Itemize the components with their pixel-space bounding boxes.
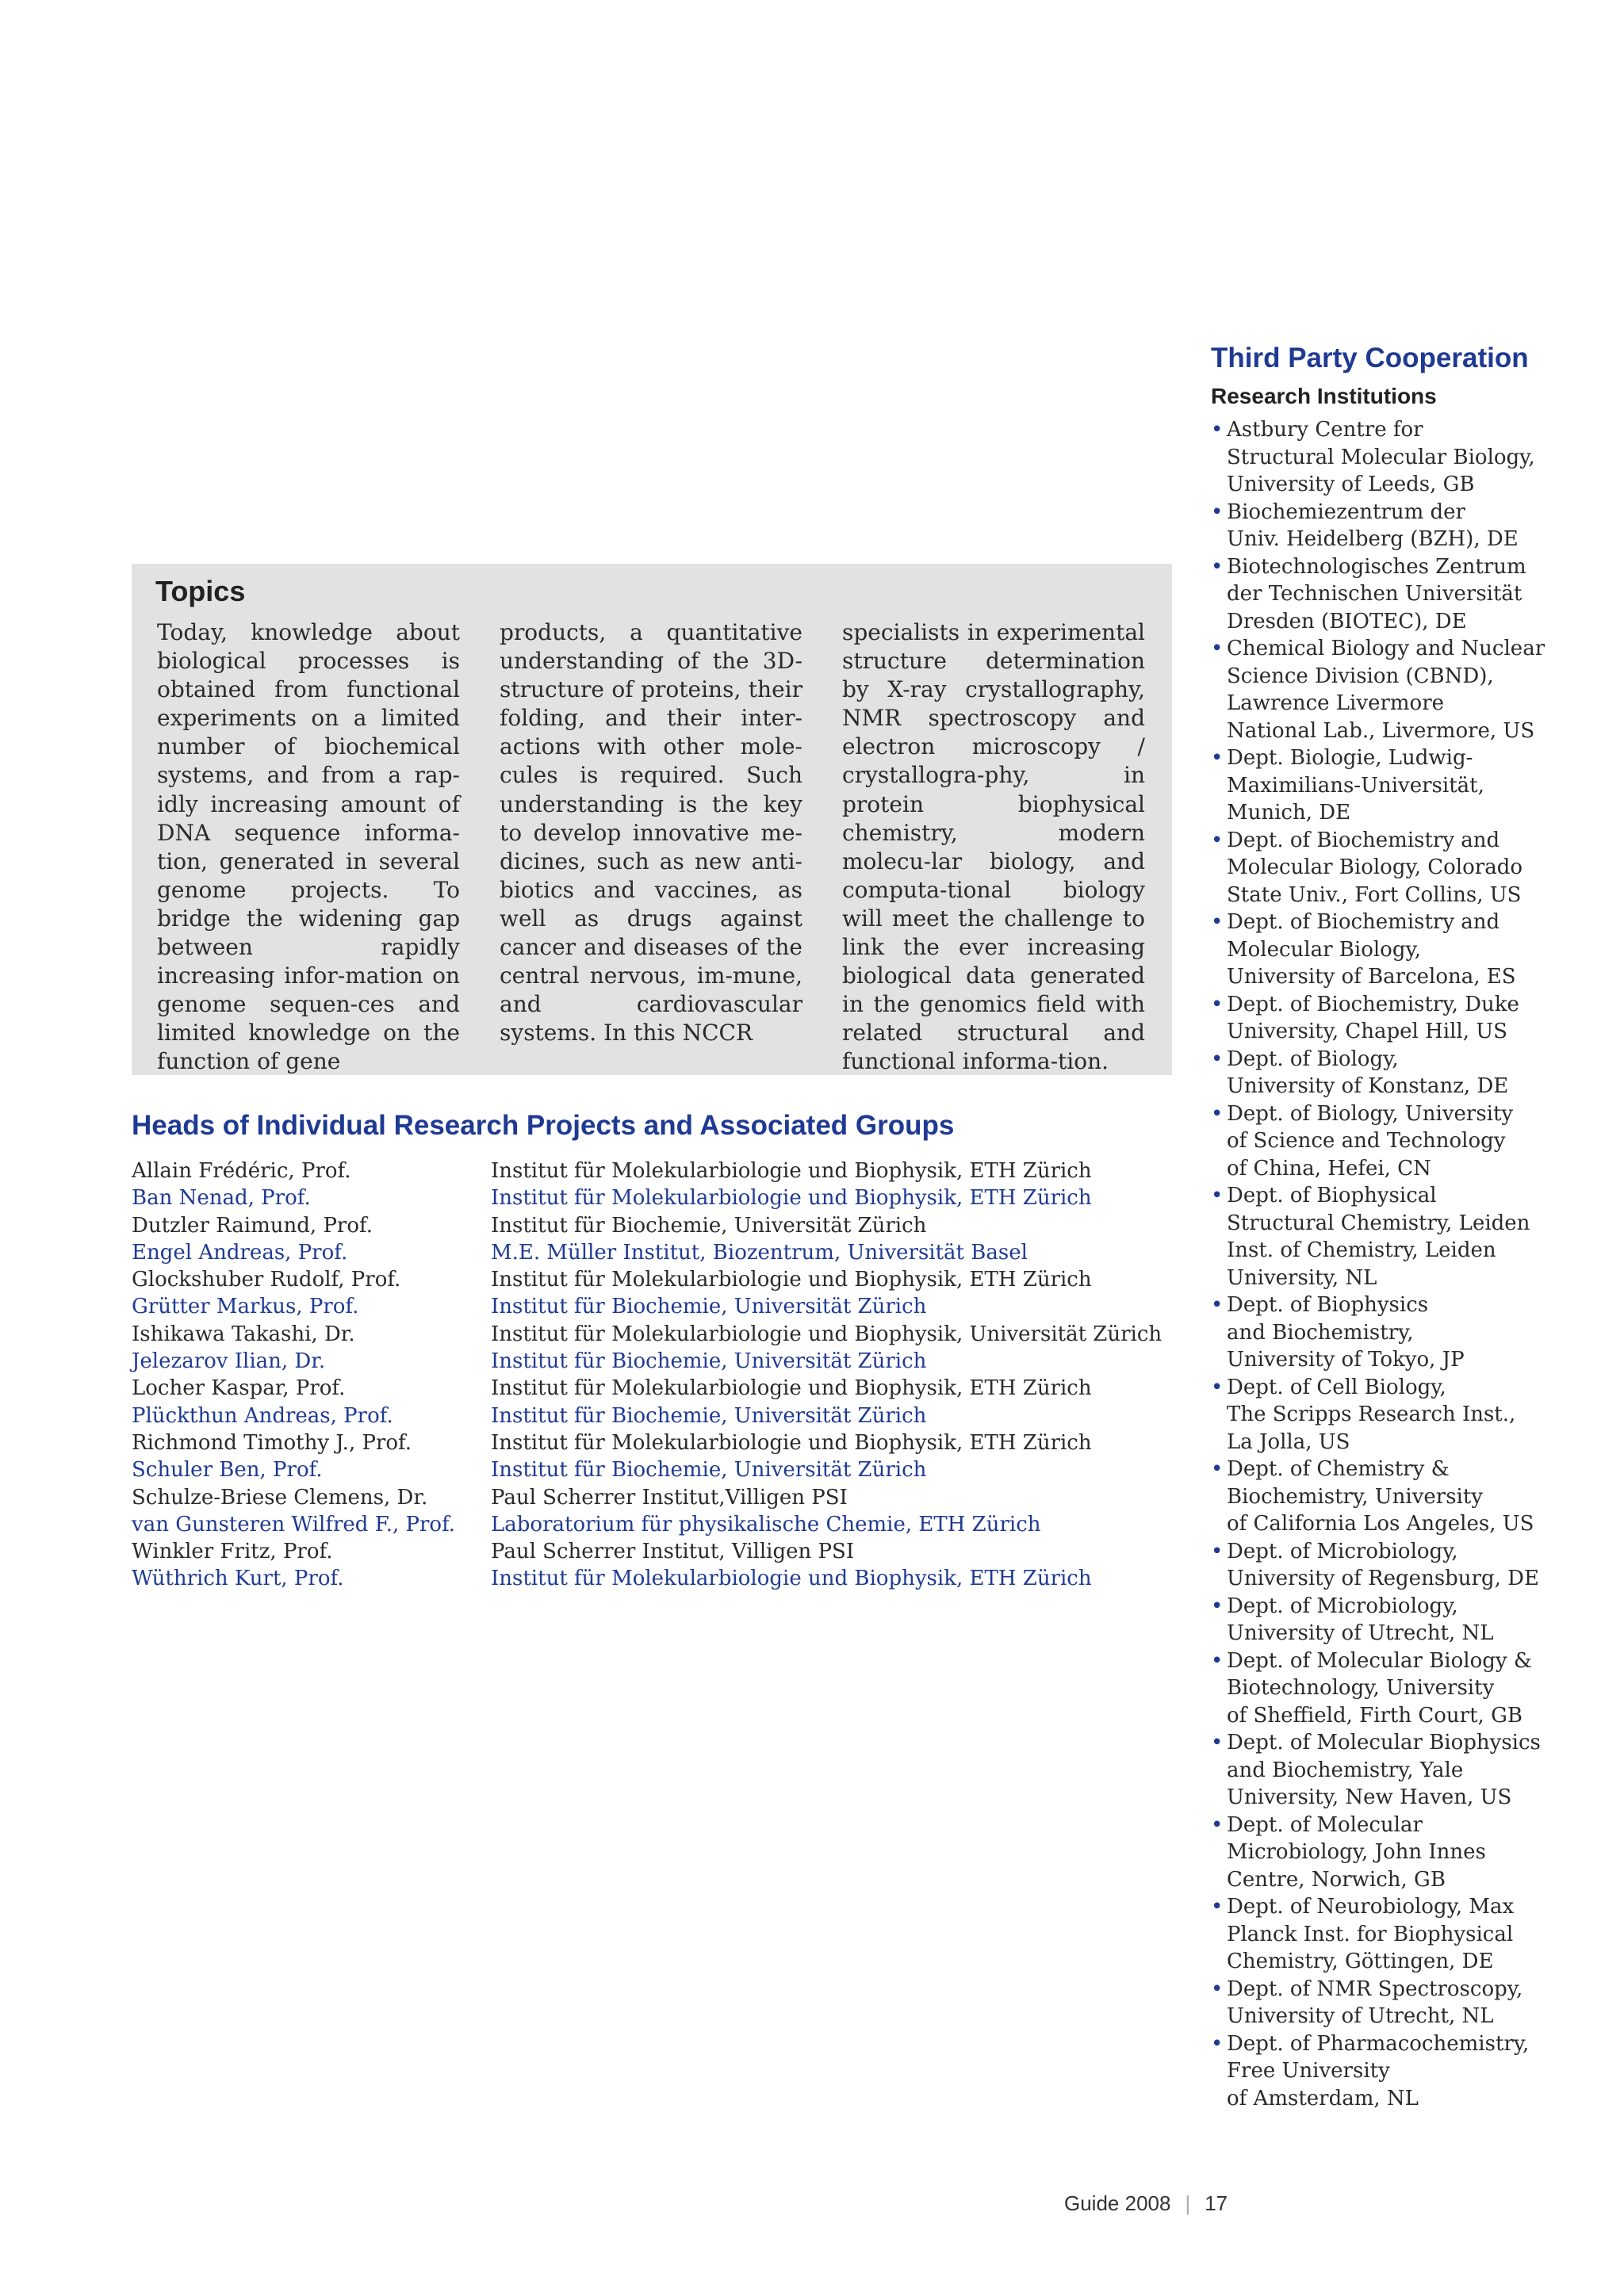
- institution-line: The Scripps Research Inst.,: [1227, 1402, 1516, 1426]
- bullet-icon: •: [1211, 1731, 1224, 1755]
- head-name: Schulze-Briese Clemens, Dr.: [132, 1485, 428, 1510]
- institution-line: of California Los Angeles, US: [1227, 1512, 1534, 1536]
- institution-item: [1211, 553, 1607, 636]
- page-footer: [1064, 2191, 1228, 2216]
- research-institutions-list: [1211, 416, 1607, 2112]
- head-row: [132, 1348, 1162, 1375]
- institution-line: of Sheffield, Firth Court, GB: [1227, 1703, 1522, 1728]
- institution-line: der Technischen Universität: [1227, 582, 1522, 606]
- topics-title: Topics: [155, 575, 246, 607]
- institution-line: Molecular Biology, Colorado: [1227, 855, 1522, 879]
- head-name: van Gunsteren Wilfred F., Prof.: [132, 1512, 456, 1536]
- footer-guide-label: Guide 2008: [1064, 2191, 1171, 2215]
- institution-item: [1211, 1182, 1607, 1292]
- institution-line: Centre, Norwich, GB: [1227, 1867, 1446, 1892]
- institution-line: Dept. of Cell Biology,: [1227, 1375, 1446, 1399]
- bullet-icon: •: [1211, 910, 1224, 934]
- third-party-title: Third Party Cooperation: [1211, 342, 1529, 373]
- head-name: Locher Kaspar, Prof.: [132, 1376, 346, 1401]
- head-name: Winkler Fritz, Prof.: [132, 1540, 333, 1564]
- head-institution: Paul Scherrer Institut, Villigen PSI: [491, 1540, 855, 1564]
- head-institution: Paul Scherrer Institut,Villigen PSI: [491, 1485, 848, 1510]
- heads-section-title: Heads of Individual Research Projects and Associated Groups: [132, 1110, 955, 1141]
- institution-item: [1211, 1374, 1607, 1456]
- institution-item: [1211, 1046, 1607, 1100]
- institution-line: Dept. of Molecular Biophysics: [1227, 1731, 1541, 1755]
- head-name: Jelezarov Ilian, Dr.: [132, 1349, 326, 1374]
- institution-line: Dept. of Biophysics: [1227, 1293, 1429, 1317]
- head-institution: Institut für Biochemie, Universität Zürich: [491, 1403, 927, 1428]
- institution-line: University of Leeds, GB: [1227, 473, 1475, 496]
- institution-line: University, NL: [1227, 1265, 1377, 1290]
- bullet-icon: •: [1211, 1812, 1224, 1837]
- head-institution: Institut für Molekularbiologie und Biophysik, ETH Zürich: [491, 1567, 1092, 1591]
- institution-item: [1211, 827, 1607, 909]
- bullet-icon: •: [1211, 1594, 1224, 1618]
- institution-line: of Amsterdam, NL: [1227, 2086, 1419, 2110]
- institution-item: [1211, 1292, 1607, 1374]
- institution-line: Chemical Biology and Nuclear: [1227, 637, 1545, 660]
- bullet-icon: •: [1211, 1184, 1224, 1207]
- head-name: Wüthrich Kurt, Prof.: [132, 1567, 344, 1591]
- institution-item: [1211, 1976, 1607, 2030]
- institution-line: Dept. of Pharmacochemistry,: [1227, 2031, 1530, 2056]
- bullet-icon: •: [1211, 1539, 1224, 1563]
- institution-line: and Biochemistry, Yale: [1227, 1758, 1464, 1782]
- topics-column-2: products, a quantitative understanding of the 3D-structure of proteins, their folding, and their inter-actions with other mole-cules is required. Such understanding is the key to develop innovative me-dicines, such as new anti-biotics and vaccines, as well as drugs against cancer and diseases of the central nervous, im-mune, and cardiovascular systems. In this NCCR: [500, 619, 802, 1047]
- institution-line: Maximilians-Universität,: [1227, 773, 1484, 798]
- institution-line: University of Utrecht, NL: [1227, 1621, 1494, 1645]
- head-institution: Institut für Biochemie, Universität Zürich: [491, 1295, 927, 1319]
- head-row: [132, 1565, 1162, 1592]
- bullet-icon: •: [1211, 992, 1224, 1016]
- institution-line: University of Barcelona, ES: [1227, 965, 1516, 989]
- institution-line: of China, Hefei, CN: [1227, 1156, 1431, 1181]
- head-institution: Institut für Molekularbiologie und Biophysik, ETH Zürich: [491, 1376, 1092, 1401]
- topics-column-1: Today, knowledge about biological processes is obtained from functional experiments on a limited number of biochemical systems, and from a rap-idly increasing amount of DNA sequence informa-tion, generated in several genome projects. To bridge the widening gap between rapidly increasing infor-mation on genome sequen-ces and limited knowledge on the function of gene: [157, 619, 460, 1075]
- institution-line: Dept. of Neurobiology, Max: [1227, 1895, 1515, 1919]
- head-name: Ishikawa Takashi, Dr.: [132, 1322, 355, 1346]
- institution-line: Dept. of Microbiology,: [1227, 1594, 1458, 1618]
- institution-line: Dept. of Molecular Biology &: [1227, 1648, 1532, 1673]
- institution-item: [1211, 1593, 1607, 1647]
- head-institution: Institut für Biochemie, Universität Zürich: [491, 1349, 927, 1374]
- head-row: [132, 1266, 1162, 1293]
- institution-line: of Science and Technology: [1227, 1129, 1506, 1153]
- institution-line: University of Utrecht, NL: [1227, 2004, 1494, 2028]
- institution-line: Structural Chemistry, Leiden: [1227, 1211, 1530, 1235]
- institution-item: [1211, 1100, 1607, 1183]
- institution-line: Dept. of Microbiology,: [1227, 1539, 1458, 1563]
- institution-item: [1211, 1729, 1607, 1812]
- institution-line: Univ. Heidelberg (BZH), DE: [1227, 527, 1519, 551]
- head-row: [132, 1293, 1162, 1320]
- institution-line: Astbury Centre for: [1227, 418, 1423, 442]
- institution-line: Dept. of Biochemistry and: [1227, 910, 1500, 934]
- head-institution: Laboratorium für physikalische Chemie, ETH Zürich: [491, 1512, 1041, 1536]
- institution-line: Structural Molecular Biology,: [1227, 445, 1535, 469]
- head-row: [132, 1402, 1162, 1429]
- bullet-icon: •: [1211, 418, 1224, 442]
- bullet-icon: •: [1211, 746, 1224, 770]
- institution-item: [1211, 744, 1607, 827]
- head-row: [132, 1239, 1162, 1266]
- institution-line: University of Konstanz, DE: [1227, 1074, 1509, 1098]
- bullet-icon: •: [1211, 1895, 1224, 1919]
- head-row: [132, 1212, 1162, 1239]
- institution-line: Chemistry, Göttingen, DE: [1227, 1950, 1494, 1973]
- head-institution: Institut für Biochemie, Universität Zürich: [491, 1458, 927, 1483]
- institution-line: Inst. of Chemistry, Leiden: [1227, 1238, 1496, 1262]
- institution-line: Dept. of Biochemistry and: [1227, 828, 1500, 852]
- head-name: Richmond Timothy J., Prof.: [132, 1430, 412, 1455]
- head-institution: Institut für Biochemie, Universität Zürich: [491, 1213, 927, 1238]
- institution-line: University of Tokyo, JP: [1227, 1348, 1465, 1372]
- heads-list: [132, 1158, 1162, 1593]
- bullet-icon: •: [1211, 554, 1224, 579]
- head-row: [132, 1375, 1162, 1402]
- bullet-icon: •: [1211, 1648, 1224, 1673]
- institution-item: [1211, 635, 1607, 744]
- institution-line: University, Chapel Hill, US: [1227, 1020, 1507, 1043]
- institution-line: Dept. of NMR Spectroscopy,: [1227, 1976, 1523, 2001]
- head-row: [132, 1158, 1162, 1184]
- institution-line: Munich, DE: [1227, 801, 1351, 825]
- head-row: [132, 1184, 1162, 1211]
- institution-line: Lawrence Livermore: [1227, 691, 1445, 715]
- head-institution: Institut für Molekularbiologie und Biophysik, ETH Zürich: [491, 1186, 1092, 1211]
- head-institution: Institut für Molekularbiologie und Biophysik, ETH Zürich: [491, 1430, 1092, 1455]
- bullet-icon: •: [1211, 637, 1224, 660]
- head-row: [132, 1456, 1162, 1483]
- institution-line: Dept. of Biology,: [1227, 1047, 1399, 1071]
- bullet-icon: •: [1211, 1976, 1224, 2001]
- head-name: Schuler Ben, Prof.: [132, 1458, 323, 1483]
- institution-item: [1211, 1647, 1607, 1730]
- head-name: Dutzler Raimund, Prof.: [132, 1213, 373, 1238]
- head-row: [132, 1321, 1162, 1348]
- head-institution: Institut für Molekularbiologie und Biophysik, ETH Zürich: [491, 1159, 1092, 1183]
- institution-line: Dresden (BIOTEC), DE: [1227, 609, 1467, 633]
- third-party-subtitle: Research Institutions: [1211, 384, 1437, 408]
- bullet-icon: •: [1211, 2031, 1224, 2056]
- head-institution: Institut für Molekularbiologie und Biophysik, ETH Zürich: [491, 1268, 1092, 1292]
- head-row: [132, 1429, 1162, 1456]
- institution-item: [1211, 1538, 1607, 1593]
- head-row: [132, 1484, 1162, 1511]
- head-name: Grütter Markus, Prof.: [132, 1295, 359, 1319]
- head-institution: Institut für Molekularbiologie und Biophysik, Universität Zürich: [491, 1322, 1162, 1346]
- institution-line: Dept. Biologie, Ludwig-: [1227, 746, 1473, 770]
- institution-line: Dept. of Chemistry &: [1227, 1457, 1450, 1481]
- institution-line: Biochemiezentrum der: [1227, 499, 1465, 524]
- institution-line: Molecular Biology,: [1227, 937, 1421, 962]
- bullet-icon: •: [1211, 1457, 1224, 1481]
- bullet-icon: •: [1211, 1047, 1224, 1071]
- bullet-icon: •: [1211, 1101, 1224, 1126]
- institution-line: Dept. of Biology, University: [1227, 1101, 1514, 1126]
- topics-box: [132, 564, 1172, 1075]
- footer-separator: |: [1185, 2191, 1191, 2215]
- page-number: 17: [1205, 2191, 1228, 2215]
- head-name: Allain Frédéric, Prof.: [132, 1159, 351, 1183]
- institution-line: National Lab., Livermore, US: [1227, 718, 1535, 743]
- institution-item: [1211, 2030, 1607, 2113]
- institution-item: [1211, 499, 1607, 553]
- institution-item: [1211, 1456, 1607, 1538]
- institution-line: Dept. of Biochemistry, Duke: [1227, 992, 1519, 1016]
- institution-item: [1211, 1893, 1607, 1976]
- institution-line: Biotechnology, University: [1227, 1676, 1495, 1700]
- institution-line: Science Division (CBND),: [1227, 664, 1494, 688]
- institution-line: Biochemistry, University: [1227, 1484, 1483, 1509]
- head-name: Engel Andreas, Prof.: [132, 1240, 348, 1265]
- institution-line: Planck Inst. for Biophysical: [1227, 1922, 1514, 1946]
- institution-item: [1211, 416, 1607, 499]
- institution-line: Biotechnologisches Zentrum: [1227, 554, 1526, 579]
- institution-item: [1211, 991, 1607, 1046]
- head-name: Glockshuber Rudolf, Prof.: [132, 1268, 401, 1292]
- institution-item: [1211, 1812, 1607, 1894]
- head-row: [132, 1511, 1162, 1538]
- institution-item: [1211, 909, 1607, 991]
- institution-line: Free University: [1227, 2059, 1390, 2083]
- institution-line: State Univ., Fort Collins, US: [1227, 882, 1522, 907]
- bullet-icon: •: [1211, 828, 1224, 852]
- institution-line: and Biochemistry,: [1227, 1320, 1414, 1345]
- head-name: Ban Nenad, Prof.: [132, 1186, 311, 1211]
- institution-line: Dept. of Biophysical: [1227, 1184, 1437, 1207]
- head-name: Plückthun Andreas, Prof.: [132, 1403, 393, 1428]
- institution-line: University of Regensburg, DE: [1227, 1567, 1539, 1590]
- bullet-icon: •: [1211, 1375, 1224, 1399]
- head-row: [132, 1538, 1162, 1565]
- institution-line: University, New Haven, US: [1227, 1785, 1512, 1809]
- institution-line: Microbiology, John Innes: [1227, 1840, 1486, 1864]
- institution-line: La Jolla, US: [1227, 1429, 1350, 1454]
- bullet-icon: •: [1211, 499, 1224, 524]
- head-institution: M.E. Müller Institut, Biozentrum, Universität Basel: [491, 1240, 1028, 1265]
- institution-line: Dept. of Molecular: [1227, 1812, 1423, 1837]
- topics-column-3: specialists in experimental structure determination by X-ray crystallography, NMR spectroscopy and electron microscopy / crystallogra-phy, in protein biophysical chemistry, modern molecu-lar biology, and computa-tional biology will meet the challenge to link the ever increasing biological data generated in the genomics field with related structural and functional informa-tion.: [842, 619, 1145, 1075]
- bullet-icon: •: [1211, 1293, 1224, 1317]
